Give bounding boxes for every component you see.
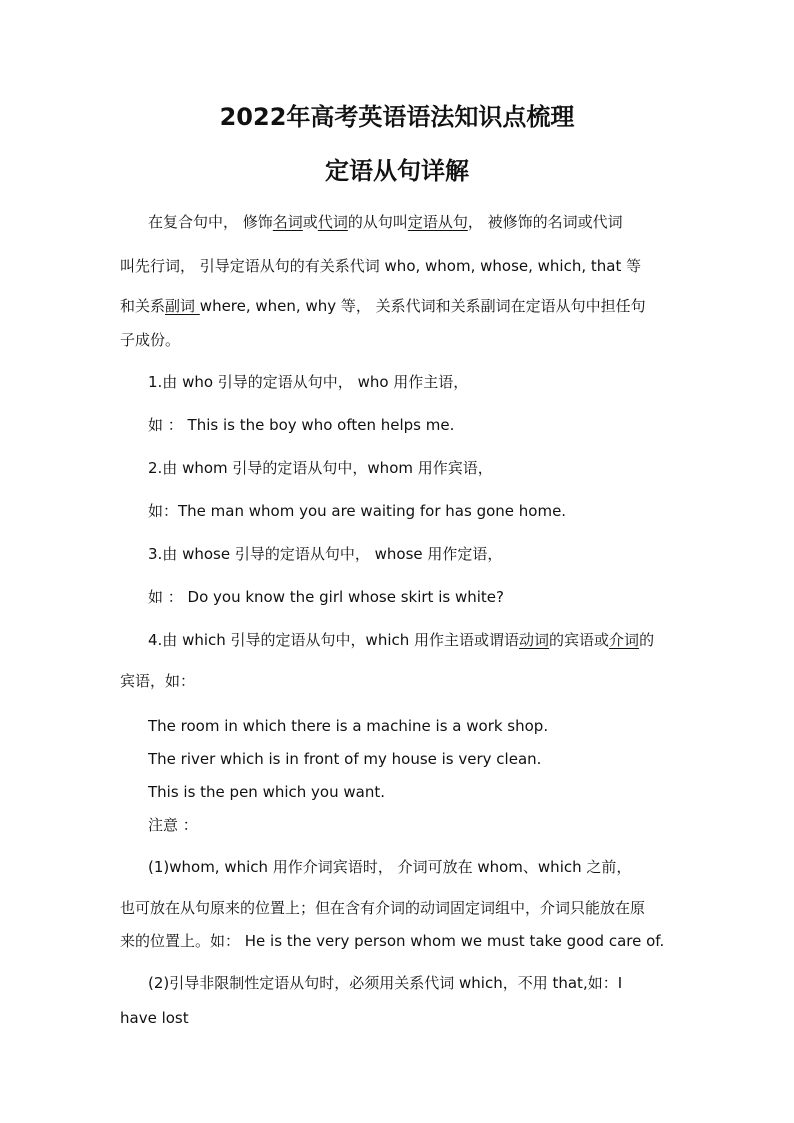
rule-text: 的宾语或 xyxy=(549,631,610,649)
intro-line-3 xyxy=(120,296,646,316)
note-2: (2)引导非限制性定语从句时，必须用关系代词 which，不用 that,如：I xyxy=(148,974,623,992)
note-1: (1)whom, which 用作介词宾语时， 介词可放在 whom、which 之前， xyxy=(148,858,632,876)
example-sentence: The river which is in front of my house is very clean. xyxy=(148,750,542,768)
underlined-term: 介词 xyxy=(609,631,640,649)
underlined-term: 代词 xyxy=(317,213,348,231)
underlined-term: 动词 xyxy=(519,631,550,649)
intro-line-4: 子成份。 xyxy=(120,331,181,349)
intro-text: where, when, why 等， 关系代词和关系副词在定语从句中担任句 xyxy=(199,297,646,315)
rule-3: 3.由 whose 引导的定语从句中， whose 用作定语， xyxy=(148,545,503,563)
rule-4-continuation: 宾语，如： xyxy=(120,672,196,690)
note-1-line-2: 也可放在从句原来的位置上；但在含有介词的动词固定词组中，介词只能放在原 xyxy=(120,899,646,917)
example-sentence: The room in which there is a machine is a work shop. xyxy=(148,717,549,735)
intro-text: ， 被修饰的名词或代词 xyxy=(467,213,623,231)
rule-1: 1.由 who 引导的定语从句中， who 用作主语， xyxy=(148,373,469,391)
notes-heading: 注意 ： xyxy=(148,816,198,834)
rule-4 xyxy=(148,630,654,650)
underlined-term: 名词 xyxy=(272,213,303,231)
intro-text: 或 xyxy=(302,213,318,231)
note-2-line-2: have lost xyxy=(120,1009,189,1027)
example-sentence: This is the pen which you want. xyxy=(148,783,385,801)
intro-text: 和关系 xyxy=(120,297,166,315)
document-title: 2022年高考英语语法知识点梳理 xyxy=(219,103,575,131)
rule-text: 的 xyxy=(639,631,655,649)
intro-text: 在复合句中， 修饰 xyxy=(148,213,273,231)
rule-1-example: 如 ： This is the boy who often helps me. xyxy=(148,416,455,434)
rule-2: 2.由 whom 引导的定语从句中，whom 用作宾语， xyxy=(148,459,493,477)
rule-text: 4.由 which 引导的定语从句中，which 用作主语或谓语 xyxy=(148,631,520,649)
intro-line-2: 叫先行词， 引导定语从句的有关系代词 who, whom, whose, which, that 等 xyxy=(120,257,642,275)
intro-line-1 xyxy=(148,212,623,232)
note-1-line-3: 来的位置上。如： He is the very person whom we must take good care of. xyxy=(120,932,665,950)
document-subtitle: 定语从句详解 xyxy=(325,157,469,185)
underlined-term: 定语从句 xyxy=(407,213,468,231)
underlined-term: 副词 xyxy=(165,297,200,315)
rule-2-example: 如：The man whom you are waiting for has gone home. xyxy=(148,502,567,520)
intro-text: 的从句叫 xyxy=(347,213,408,231)
rule-3-example: 如 ： Do you know the girl whose skirt is white? xyxy=(148,588,504,606)
